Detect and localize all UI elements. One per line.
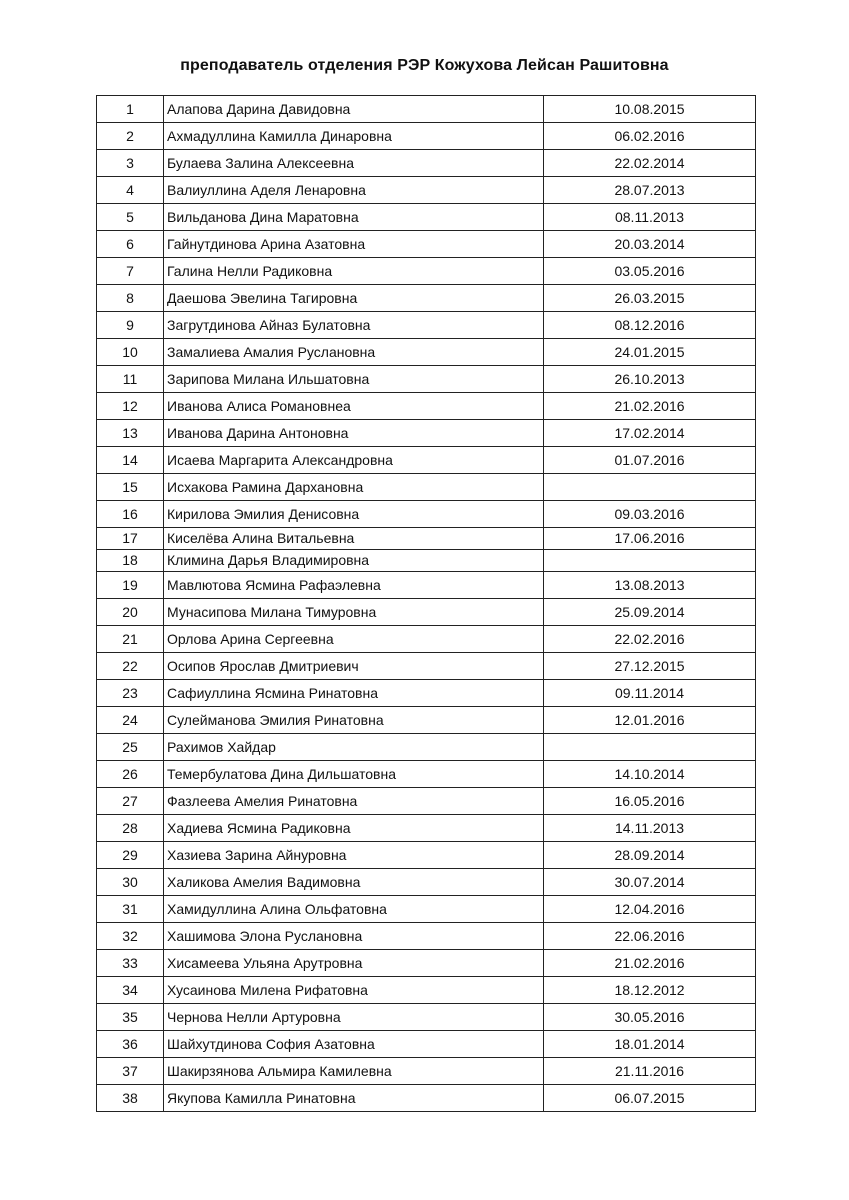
date-cell: 26.10.2013 [544,366,756,393]
row-number-cell: 20 [97,599,164,626]
date-cell: 17.02.2014 [544,420,756,447]
row-number-cell: 9 [97,312,164,339]
row-number-cell: 2 [97,123,164,150]
row-number-cell: 18 [97,550,164,572]
date-cell: 18.01.2014 [544,1031,756,1058]
table-row [97,626,756,653]
table-row [97,923,756,950]
date-cell: 17.06.2016 [544,528,756,550]
student-roster-table [96,95,756,1112]
date-cell: 18.12.2012 [544,977,756,1004]
student-name-cell: Хамидуллина Алина Ольфатовна [164,896,544,923]
table-row [97,977,756,1004]
date-cell: 14.10.2014 [544,761,756,788]
student-name-cell: Якупова Камилла Ринатовна [164,1085,544,1112]
student-name-cell: Загрутдинова Айназ Булатовна [164,312,544,339]
date-cell: 03.05.2016 [544,258,756,285]
student-name-cell: Кирилова Эмилия Денисовна [164,501,544,528]
student-name-cell: Киселёва Алина Витальевна [164,528,544,550]
table-row [97,96,756,123]
date-cell: 28.09.2014 [544,842,756,869]
row-number-cell: 5 [97,204,164,231]
row-number-cell: 1 [97,96,164,123]
table-row [97,761,756,788]
roster-body [97,96,756,1112]
table-row [97,869,756,896]
row-number-cell: 25 [97,734,164,761]
date-cell: 30.07.2014 [544,869,756,896]
student-name-cell: Рахимов Хайдар [164,734,544,761]
row-number-cell: 28 [97,815,164,842]
table-row [97,123,756,150]
row-number-cell: 23 [97,680,164,707]
row-number-cell: 15 [97,474,164,501]
student-name-cell: Гайнутдинова Арина Азатовна [164,231,544,258]
table-row [97,815,756,842]
date-cell: 13.08.2013 [544,572,756,599]
row-number-cell: 30 [97,869,164,896]
date-cell: 22.02.2014 [544,150,756,177]
student-name-cell: Исаева Маргарита Александровна [164,447,544,474]
table-row [97,447,756,474]
date-cell: 14.11.2013 [544,815,756,842]
date-cell: 27.12.2015 [544,653,756,680]
row-number-cell: 19 [97,572,164,599]
row-number-cell: 33 [97,950,164,977]
student-name-cell: Фазлеева Амелия Ринатовна [164,788,544,815]
table-row [97,550,756,572]
student-name-cell: Сафиуллина Ясмина Ринатовна [164,680,544,707]
row-number-cell: 37 [97,1058,164,1085]
student-name-cell: Иванова Алиса Романовнеа [164,393,544,420]
table-row [97,150,756,177]
student-name-cell: Мунасипова Милана Тимуровна [164,599,544,626]
table-row [97,1085,756,1112]
row-number-cell: 10 [97,339,164,366]
table-row [97,420,756,447]
table-row [97,1004,756,1031]
row-number-cell: 4 [97,177,164,204]
row-number-cell: 17 [97,528,164,550]
table-row [97,177,756,204]
table-row [97,312,756,339]
date-cell: 09.11.2014 [544,680,756,707]
table-row [97,366,756,393]
table-row [97,1031,756,1058]
table-row [97,950,756,977]
table-row [97,501,756,528]
student-name-cell: Даешова Эвелина Тагировна [164,285,544,312]
row-number-cell: 27 [97,788,164,815]
student-name-cell: Зарипова Милана Ильшатовна [164,366,544,393]
date-cell [544,734,756,761]
table-row [97,680,756,707]
date-cell: 21.02.2016 [544,393,756,420]
row-number-cell: 38 [97,1085,164,1112]
date-cell [544,474,756,501]
date-cell: 21.02.2016 [544,950,756,977]
table-row [97,474,756,501]
student-name-cell: Хашимова Элона Руслановна [164,923,544,950]
date-cell: 26.03.2015 [544,285,756,312]
student-name-cell: Мавлютова Ясмина Рафаэлевна [164,572,544,599]
table-row [97,258,756,285]
date-cell: 06.02.2016 [544,123,756,150]
date-cell: 12.01.2016 [544,707,756,734]
student-name-cell: Шайхутдинова София Азатовна [164,1031,544,1058]
row-number-cell: 13 [97,420,164,447]
table-row [97,707,756,734]
student-name-cell: Исхакова Рамина Дархановна [164,474,544,501]
table-row [97,285,756,312]
date-cell: 09.03.2016 [544,501,756,528]
row-number-cell: 12 [97,393,164,420]
table-row [97,842,756,869]
date-cell: 21.11.2016 [544,1058,756,1085]
student-name-cell: Шакирзянова Альмира Камилевна [164,1058,544,1085]
date-cell: 10.08.2015 [544,96,756,123]
date-cell: 16.05.2016 [544,788,756,815]
table-row [97,231,756,258]
date-cell: 20.03.2014 [544,231,756,258]
page-title: преподаватель отделения РЭР Кожухова Лейсан Рашитовна [180,57,669,74]
student-name-cell: Иванова Дарина Антоновна [164,420,544,447]
table-row [97,896,756,923]
student-name-cell: Валиуллина Аделя Ленаровна [164,177,544,204]
row-number-cell: 31 [97,896,164,923]
student-name-cell: Замалиева Амалия Руслановна [164,339,544,366]
date-cell: 22.06.2016 [544,923,756,950]
date-cell: 08.12.2016 [544,312,756,339]
row-number-cell: 34 [97,977,164,1004]
date-cell: 12.04.2016 [544,896,756,923]
table-row [97,393,756,420]
row-number-cell: 3 [97,150,164,177]
student-name-cell: Осипов Ярослав Дмитриевич [164,653,544,680]
row-number-cell: 22 [97,653,164,680]
row-number-cell: 26 [97,761,164,788]
student-name-cell: Климина Дарья Владимировна [164,550,544,572]
row-number-cell: 8 [97,285,164,312]
student-name-cell: Темербулатова Дина Дильшатовна [164,761,544,788]
row-number-cell: 29 [97,842,164,869]
date-cell: 06.07.2015 [544,1085,756,1112]
row-number-cell: 14 [97,447,164,474]
row-number-cell: 11 [97,366,164,393]
student-name-cell: Хазиева Зарина Айнуровна [164,842,544,869]
date-cell: 28.07.2013 [544,177,756,204]
row-number-cell: 6 [97,231,164,258]
date-cell [544,550,756,572]
student-name-cell: Хусаинова Милена Рифатовна [164,977,544,1004]
student-name-cell: Ахмадуллина Камилла Динаровна [164,123,544,150]
date-cell: 30.05.2016 [544,1004,756,1031]
student-name-cell: Вильданова Дина Маратовна [164,204,544,231]
table-row [97,653,756,680]
table-row [97,788,756,815]
row-number-cell: 35 [97,1004,164,1031]
student-name-cell: Сулейманова Эмилия Ринатовна [164,707,544,734]
student-name-cell: Чернова Нелли Артуровна [164,1004,544,1031]
row-number-cell: 32 [97,923,164,950]
table-row [97,734,756,761]
student-name-cell: Галина Нелли Радиковна [164,258,544,285]
student-name-cell: Хисамеева Ульяна Арутровна [164,950,544,977]
table-row [97,204,756,231]
student-name-cell: Булаева Залина Алексеевна [164,150,544,177]
table-row [97,572,756,599]
row-number-cell: 7 [97,258,164,285]
student-name-cell: Халикова Амелия Вадимовна [164,869,544,896]
row-number-cell: 21 [97,626,164,653]
date-cell: 24.01.2015 [544,339,756,366]
row-number-cell: 24 [97,707,164,734]
table-row [97,599,756,626]
table-row [97,339,756,366]
table-row [97,1058,756,1085]
date-cell: 01.07.2016 [544,447,756,474]
date-cell: 25.09.2014 [544,599,756,626]
student-name-cell: Алапова Дарина Давидовна [164,96,544,123]
date-cell: 08.11.2013 [544,204,756,231]
row-number-cell: 16 [97,501,164,528]
student-name-cell: Хадиева Ясмина Радиковна [164,815,544,842]
row-number-cell: 36 [97,1031,164,1058]
student-name-cell: Орлова Арина Сергеевна [164,626,544,653]
date-cell: 22.02.2016 [544,626,756,653]
table-row [97,528,756,550]
